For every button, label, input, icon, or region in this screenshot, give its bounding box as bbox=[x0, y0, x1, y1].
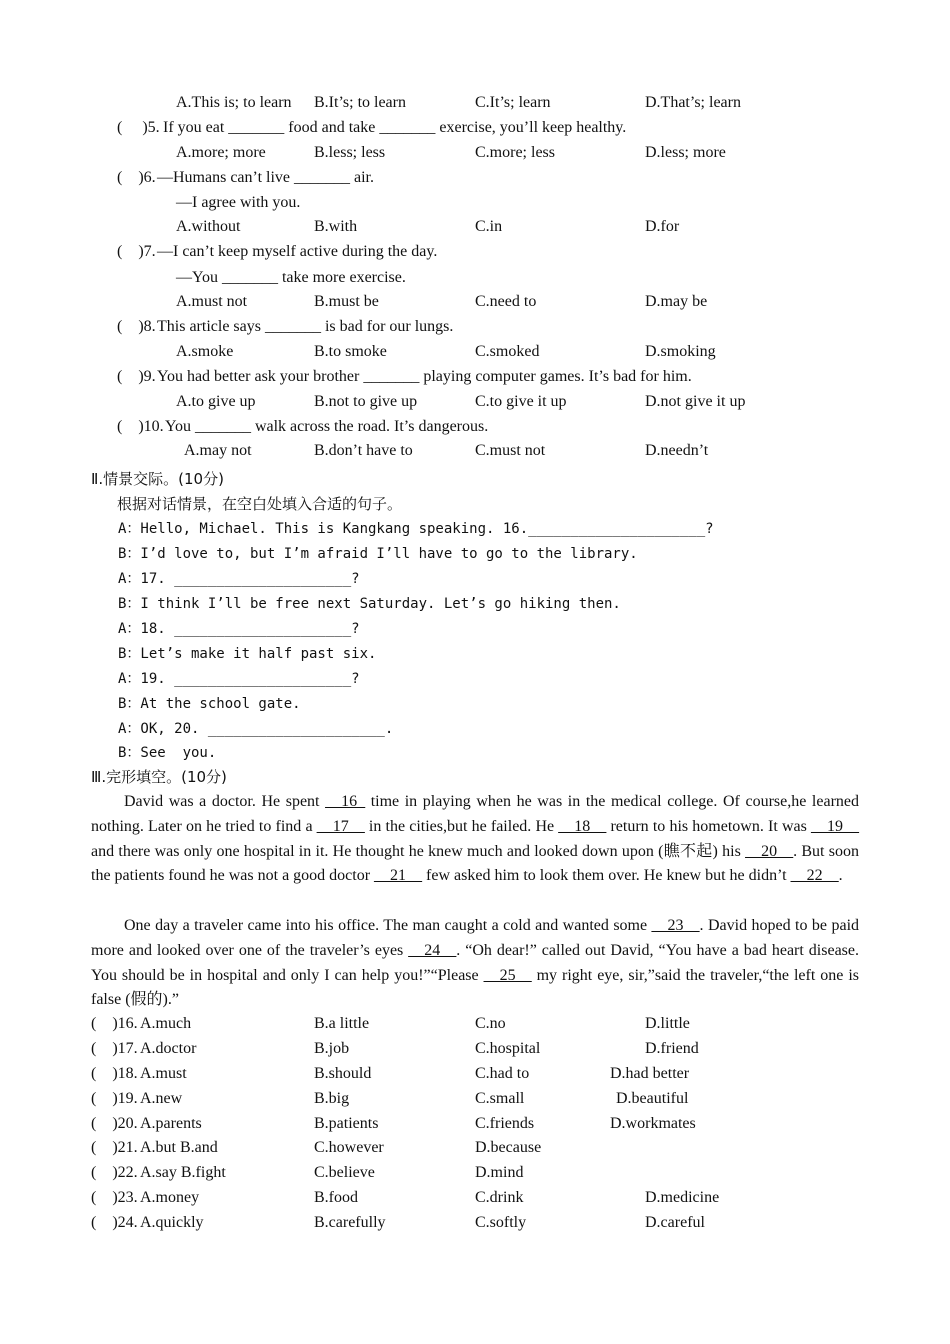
option-b: B.not to give up bbox=[314, 393, 418, 410]
blank-22: __22__ bbox=[790, 867, 839, 885]
option-b: B.It’s; to learn bbox=[314, 94, 406, 111]
option-a: A.may not bbox=[184, 442, 252, 459]
option-a: A.say B.fight bbox=[140, 1164, 226, 1181]
dialogue-line: B：I think I’ll be free next Saturday. Let’s go hiking then. bbox=[118, 596, 621, 612]
option-a: A.must not bbox=[176, 293, 248, 310]
option-c: C.small bbox=[475, 1090, 525, 1107]
option-d: D.smoking bbox=[645, 343, 716, 360]
option-b: B.don’t have to bbox=[314, 442, 413, 459]
option-a: A.must bbox=[140, 1065, 187, 1082]
passage-text: in the cities,but he failed. He bbox=[364, 817, 559, 835]
dialogue-line: B：At the school gate. bbox=[118, 696, 301, 712]
blank-17: __17__ bbox=[316, 817, 365, 835]
passage-text: and there was only one hospital in it. He thought he knew much and looked down upon (瞧不起) his bbox=[91, 842, 746, 860]
question-number: ( )21. bbox=[91, 1139, 138, 1156]
question-number: ( )5. bbox=[117, 119, 160, 136]
question-number: ( )24. bbox=[91, 1214, 138, 1231]
option-c: C.drink bbox=[475, 1189, 524, 1206]
option-a: A.much bbox=[140, 1015, 192, 1032]
option-d: D.for bbox=[645, 218, 680, 235]
option-c: C.softly bbox=[475, 1214, 527, 1231]
option-a: A.without bbox=[176, 218, 241, 235]
blank-23: __23__ bbox=[651, 917, 700, 934]
question-number: ( )22. bbox=[91, 1164, 138, 1181]
option-a: A.but B.and bbox=[140, 1139, 218, 1156]
question-number: ( )19. bbox=[91, 1090, 138, 1107]
option-a: A.parents bbox=[140, 1115, 202, 1132]
option-b: B.food bbox=[314, 1189, 358, 1206]
dialogue-line: A：OK, 20. _____________________. bbox=[118, 721, 394, 737]
question-number: ( )8. bbox=[117, 318, 156, 335]
question-stem: You _______ walk across the road. It’s dangerous. bbox=[165, 418, 489, 435]
option-b: B.with bbox=[314, 218, 358, 235]
question-number: ( )9. bbox=[117, 368, 156, 385]
blank-18: __18__ bbox=[558, 817, 607, 835]
question-stem: —Humans can’t live _______ air. bbox=[157, 169, 374, 186]
cloze-paragraph-1 bbox=[91, 790, 859, 889]
question-reply: —You _______ take more exercise. bbox=[176, 269, 406, 286]
option-c: C.smoked bbox=[475, 343, 540, 360]
option-c: D.because bbox=[475, 1139, 542, 1156]
option-c: C.had to bbox=[475, 1065, 530, 1082]
dialogue-line: A：19. _____________________? bbox=[118, 671, 360, 687]
option-c: C.need to bbox=[475, 293, 537, 310]
question-stem: —I can’t keep myself active during the day. bbox=[157, 243, 438, 260]
dialogue-line: A：Hello, Michael. This is Kangkang speaking. 16._____________________? bbox=[118, 521, 714, 537]
option-b: B.to smoke bbox=[314, 343, 387, 360]
option-b: B.less; less bbox=[314, 144, 386, 161]
option-a: A.more; more bbox=[176, 144, 266, 161]
blank-16: __16_ bbox=[325, 793, 366, 810]
option-b: C.however bbox=[314, 1139, 384, 1156]
option-a: A.money bbox=[140, 1189, 200, 1206]
option-a: A.doctor bbox=[140, 1040, 197, 1057]
option-d: D.may be bbox=[645, 293, 708, 310]
option-b: B.a little bbox=[314, 1015, 370, 1032]
passage-text: time in playing when he was in the medical college. Of course,he learned nothing. Later on he tried to find a bbox=[91, 793, 859, 835]
option-b: B.must be bbox=[314, 293, 379, 310]
passage-text: One day a traveler came into his office. The man caught a cold and wanted some bbox=[124, 917, 652, 934]
question-stem: This article says _______ is bad for our lungs. bbox=[157, 318, 454, 335]
dialogue-line: A：18. _____________________? bbox=[118, 621, 360, 637]
passage-text: my right eye, sir,”said the traveler,“the left one is false (假的).” bbox=[91, 966, 859, 1009]
section-heading: Ⅱ.情景交际。(10分) bbox=[91, 470, 224, 488]
option-c: C.to give it up bbox=[475, 393, 567, 410]
option-a: A.This is; to learn bbox=[176, 94, 292, 111]
blank-20: __20__ bbox=[745, 842, 794, 860]
option-b: B.big bbox=[314, 1090, 350, 1107]
section-instruction: 根据对话情景，在空白处填入合适的句子。 bbox=[117, 495, 403, 513]
option-c: C.no bbox=[475, 1015, 506, 1032]
dialogue-line: B：See you. bbox=[118, 745, 217, 761]
option-a: A.smoke bbox=[176, 343, 234, 360]
option-c: C.more; less bbox=[475, 144, 555, 161]
option-d: D.friend bbox=[645, 1040, 699, 1057]
question-number: ( )16. bbox=[91, 1015, 138, 1032]
passage-text: . “Oh dear!” called out David, “You have a bad heart disease. You should be in hospital and only I can help you!”“Please bbox=[91, 941, 859, 984]
question-number: ( )20. bbox=[91, 1115, 138, 1132]
option-b: B.should bbox=[314, 1065, 372, 1082]
option-d: D.less; more bbox=[645, 144, 726, 161]
blank-25: __25__ bbox=[483, 966, 532, 984]
question-number: ( )18. bbox=[91, 1065, 138, 1082]
question-number: ( )17. bbox=[91, 1040, 138, 1057]
option-d: D.careful bbox=[645, 1214, 705, 1231]
option-d: D.medicine bbox=[645, 1189, 720, 1206]
option-c: C.hospital bbox=[475, 1040, 541, 1057]
option-a: A.new bbox=[140, 1090, 183, 1107]
option-b: B.carefully bbox=[314, 1214, 386, 1231]
dialogue-line: A：17. _____________________? bbox=[118, 571, 360, 587]
question-stem: You had better ask your brother _______ playing computer games. It’s bad for him. bbox=[157, 368, 692, 385]
option-a: A.quickly bbox=[140, 1214, 204, 1231]
option-c: C.It’s; learn bbox=[475, 94, 551, 111]
option-d: D.beautiful bbox=[616, 1090, 689, 1107]
option-a: A.to give up bbox=[176, 393, 256, 410]
option-c: C.in bbox=[475, 218, 503, 235]
question-number: ( )6. bbox=[117, 169, 156, 186]
question-number: ( )10. bbox=[117, 418, 164, 435]
dialogue-line: B：Let’s make it half past six. bbox=[118, 646, 377, 662]
passage-text: . But soon the patients found he was not a good doctor bbox=[91, 842, 859, 885]
passage-text: return to his hometown. It was bbox=[606, 817, 811, 835]
option-c: D.mind bbox=[475, 1164, 524, 1181]
question-number: ( )7. bbox=[117, 243, 156, 260]
option-d: D.workmates bbox=[610, 1115, 696, 1132]
blank-19: __19__ bbox=[811, 817, 859, 835]
option-c: C.must not bbox=[475, 442, 546, 459]
question-number: ( )23. bbox=[91, 1189, 138, 1206]
blank-21: __21__ bbox=[374, 867, 423, 885]
passage-text: . bbox=[838, 867, 843, 885]
option-b: C.believe bbox=[314, 1164, 375, 1181]
option-d: D.had better bbox=[610, 1065, 690, 1082]
option-b: B.job bbox=[314, 1040, 350, 1057]
option-d: D.not give it up bbox=[645, 393, 746, 410]
option-d: D.That’s; learn bbox=[645, 94, 741, 111]
cloze-paragraph-2 bbox=[91, 914, 859, 1013]
option-d: D.little bbox=[645, 1015, 690, 1032]
dialogue-line: B：I’d love to, but I’m afraid I’ll have to go to the library. bbox=[118, 546, 638, 562]
passage-text: few asked him to look them over. He knew but he didn’t bbox=[422, 867, 791, 885]
passage-text: . David hoped to be paid more and looked over one of the traveler’s eyes bbox=[91, 917, 860, 959]
question-stem: If you eat _______ food and take _______ exercise, you’ll keep healthy. bbox=[163, 119, 627, 136]
passage-text: David was a doctor. He spent bbox=[124, 793, 326, 810]
blank-24: __24__ bbox=[408, 941, 457, 959]
option-b: B.patients bbox=[314, 1115, 379, 1132]
option-d: D.needn’t bbox=[645, 442, 709, 459]
question-reply: —I agree with you. bbox=[176, 194, 301, 211]
section-heading: Ⅲ.完形填空。(10分) bbox=[91, 768, 227, 786]
option-c: C.friends bbox=[475, 1115, 535, 1132]
